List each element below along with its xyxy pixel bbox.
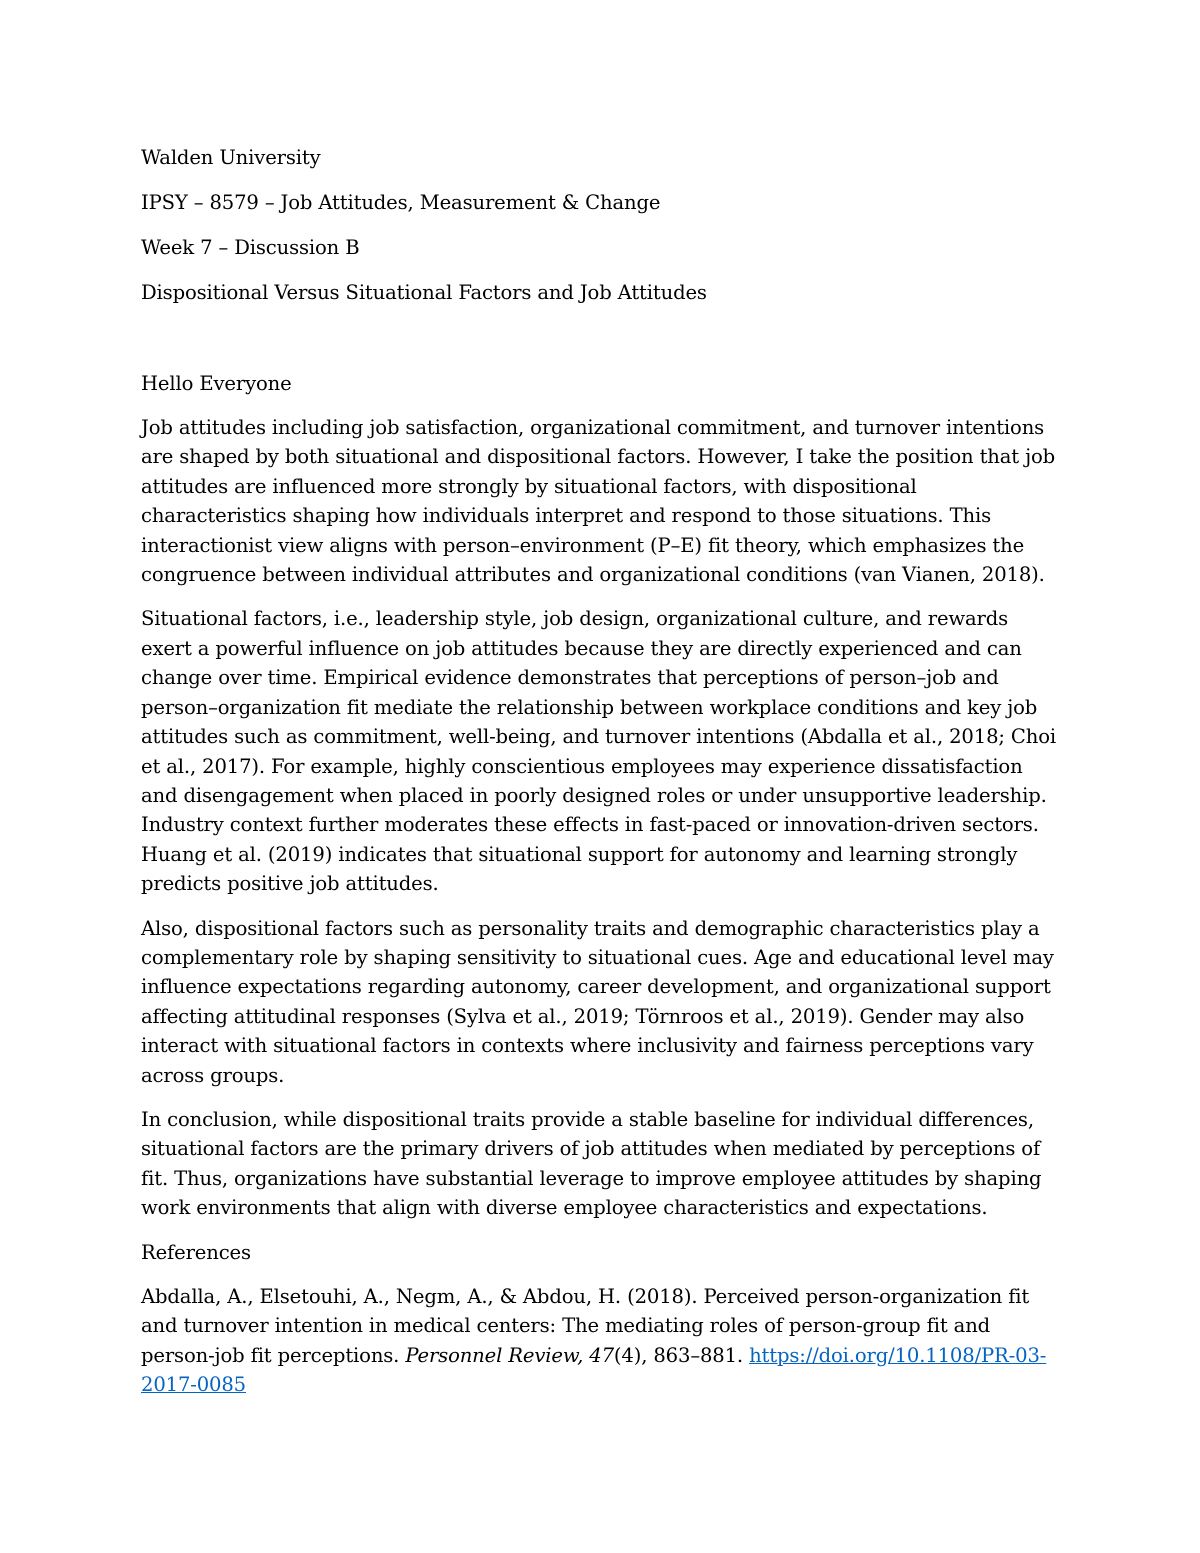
reference-doi-link[interactable]: https://doi.org/10.1108/PR-03-2017-0085	[141, 1343, 1047, 1397]
reference-item	[141, 1282, 1061, 1400]
week-label: Week 7 – Discussion B	[141, 235, 360, 259]
reference-text: Abdalla, A., Elsetouhi, A., Negm, A., & Abdou, H. (2018). Perceived person-organization fit and turnover intention in medical centers: The mediating roles of person-group fit and person-job fit perceptions.	[141, 1285, 1030, 1367]
course-title: IPSY – 8579 – Job Attitudes, Measurement & Change	[141, 190, 661, 214]
references-heading: References	[141, 1240, 251, 1264]
discussion-title: Dispositional Versus Situational Factors and Job Attitudes	[141, 280, 707, 304]
greeting: Hello Everyone	[141, 371, 292, 395]
spacer	[141, 323, 1061, 369]
reference-journal: Personnel Review, 47	[405, 1343, 614, 1367]
body-paragraph-4: In conclusion, while dispositional traits provide a stable baseline for individual differences, situational factors are the primary drivers of job attitudes when mediated by perceptions of fit. Thus, organizations have substantial leverage to improve employee attitudes by shaping work environments that align with diverse employee characteristics and expectations.	[141, 1107, 1042, 1220]
reference-issue-pages: (4), 863–881.	[613, 1343, 750, 1367]
body-paragraph-3: Also, dispositional factors such as personality traits and demographic characteristics play a complementary role by shaping sensitivity to situational cues. Age and educational level may influence expectations regarding autonomy, career development, and organizational support affecting attitudinal responses (Sylva et al., 2019; Törnroos et al., 2019). Gender may also interact with situational factors in contexts where inclusivity and fairness perceptions vary across groups.	[141, 916, 1054, 1087]
body-paragraph-1: Job attitudes including job satisfaction, organizational commitment, and turnover intentions are shaped by both situational and dispositional factors. However, I take the position that job attitudes are influenced more strongly by situational factors, with dispositional characteristics shaping how individuals interpret and respond to those situations. This interactionist view aligns with person–environment (P–E) fit theory, which emphasizes the congruence between individual attributes and organizational conditions (van Vianen, 2018).	[141, 416, 1056, 587]
document-content	[141, 143, 1061, 1415]
body-paragraph-2: Situational factors, i.e., leadership style, job design, organizational culture, and rewards exert a powerful influence on job attitudes because they are directly experienced and can change over time. Empirical evidence demonstrates that perceptions of person–job and person–organization fit mediate the relationship between workplace conditions and key job attitudes such as commitment, well-being, and turnover intentions (Abdalla et al., 2018; Choi et al., 2017). For example, highly conscientious employees may experience dissatisfaction and disengagement when placed in poorly designed roles or under unsupportive leadership. Industry context further moderates these effects in fast-paced or innovation-driven sectors. Huang et al. (2019) indicates that situational support for autonomy and learning strongly predicts positive job attitudes.	[141, 607, 1056, 896]
institution-name: Walden University	[141, 146, 321, 169]
